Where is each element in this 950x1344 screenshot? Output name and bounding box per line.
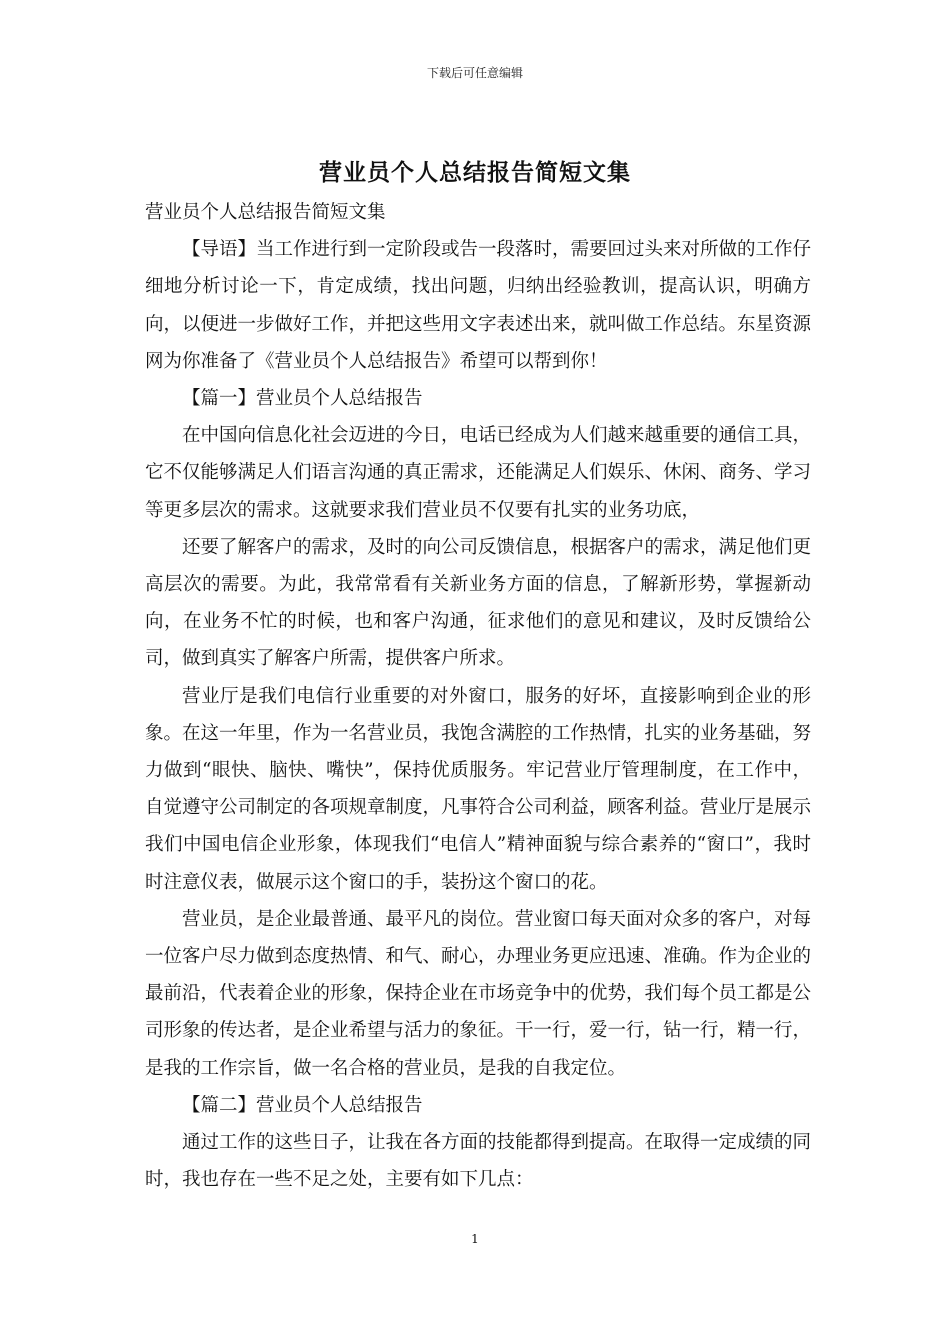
paragraph: 通过工作的这些日子，让我在各方面的技能都得到提高。在取得一定成绩的同时，我也存在一些不足之处，主要有如下几点： [145,1132,812,1191]
document-title: 营业员个人总结报告简短文集 [319,159,631,186]
subtitle-line: 营业员个人总结报告简短文集 [145,202,386,223]
paragraph: 在中国向信息化社会迈进的今日，电话已经成为人们越来越重要的通信工具，它不仅能够满足人们语言沟通的真正需求，还能满足人们娱乐、休闲、商务、学习等更多层次的需求。这就要求我们营业员不仅要有扎实的业务功底， [145,425,812,521]
document-body [145,194,811,1198]
section-heading-1: 【篇一】营业员个人总结报告 [182,388,423,410]
page-number: 1 [471,1232,479,1246]
paragraph: 营业厅是我们电信行业重要的对外窗口，服务的好坏，直接影响到企业的形象。在这一年里，作为一名营业员，我饱含满腔的工作热情，扎实的业务基础，努力做到“眼快、脑快、嘴快”，保持优质服务。牢记营业厅管理制度，在工作中，自觉遵守公司制定的各项规章制度，凡事符合公司利益，顾客利益。营业厅是展示我们中国电信企业形象，体现我们“电信人”精神面貌与综合素养的“窗口”，我时时注意仪表，做展示这个窗口的手，装扮这个窗口的花。 [145,685,812,893]
section-heading-2: 【篇二】营业员个人总结报告 [182,1094,423,1116]
page-header: 下载后可任意编辑 [426,66,523,80]
paragraph-intro: 【导语】当工作进行到一定阶段或告一段落时，需要回过头来对所做的工作仔细地分析讨论一下，肯定成绩，找出问题，归纳出经验教训，提高认识，明确方向，以便进一步做好工作，并把这些用文字表述出来，就叫做工作总结。东星资源网为你准备了《营业员个人总结报告》希望可以帮到你！ [145,239,812,372]
paragraph: 还要了解客户的需求，及时的向公司反馈信息，根据客户的需求，满足他们更高层次的需要。为此，我常常看有关新业务方面的信息，了解新形势，掌握新动向，在业务不忙的时候，也和客户沟通，征求他们的意见和建议，及时反馈给公司，做到真实了解客户所需，提供客户所求。 [145,536,812,670]
paragraph: 营业员，是企业最普通、最平凡的岗位。营业窗口每天面对众多的客户，对每一位客户尽力做到态度热情、和气、耐心，办理业务更应迅速、准确。作为企业的最前沿，代表着企业的形象，保持企业在市场竞争中的优势，我们每个员工都是公司形象的传达者，是企业希望与活力的象征。干一行，爱一行，钻一行，精一行，是我的工作宗旨，做一名合格的营业员，是我的自我定位。 [145,908,812,1079]
